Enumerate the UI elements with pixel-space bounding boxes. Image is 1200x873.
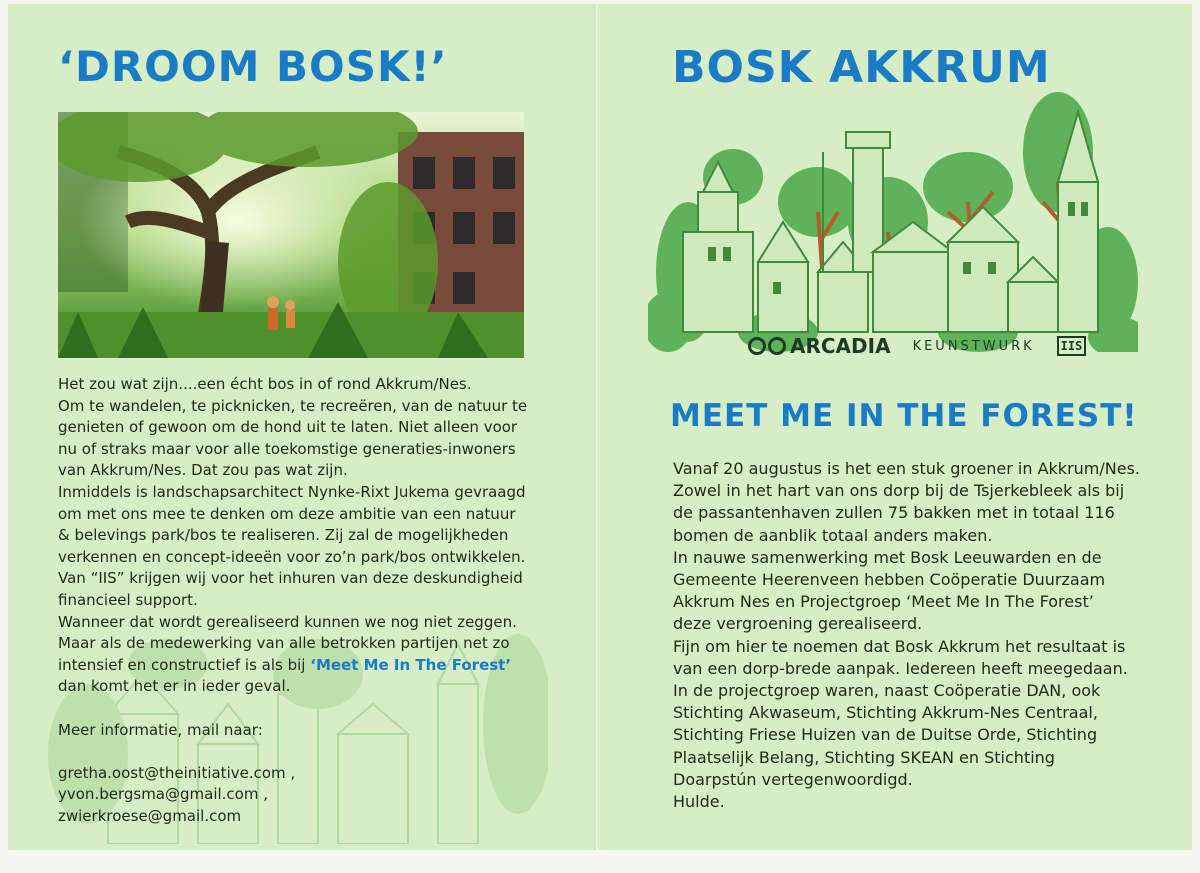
intro-text	[58, 374, 527, 827]
sponsor-logos	[748, 332, 1086, 360]
announcement-text	[673, 458, 1140, 813]
paragraph-line: Gemeente Heerenveen hebben Coöperatie Duurzaam	[673, 570, 1106, 590]
paragraph-line: Plaatselijk Belang, Stichting SKEAN en Stichting	[673, 747, 1055, 767]
paragraph-line: verkennen en concept-ideeën voor zo’n park/bos ontwikkelen.	[58, 547, 526, 566]
paragraph-line: genieten of gewoon om de hond uit te laten. Niet alleen voor	[58, 418, 518, 437]
blank-line	[58, 698, 527, 720]
paragraph-line: Stichting Akwaseum, Stichting Akkrum-Nes Centraal,	[673, 703, 1098, 723]
paragraph-line: dan komt het er in ieder geval.	[58, 677, 291, 696]
paragraph-line: Om te wandelen, te picknicken, te recreëren, van de natuur te	[58, 396, 528, 415]
paragraph-line-with-highlight	[58, 655, 527, 677]
village-skyline-illustration	[648, 82, 1138, 352]
highlight-project-name: ‘Meet Me In The Forest’	[310, 655, 512, 674]
paragraph-line: Hulde.	[673, 792, 725, 812]
paragraph-line: Van “IIS” krijgen wij voor het inhuren van deze deskundigheid	[58, 569, 523, 588]
email-link[interactable]: gretha.oost@theinitiative.com ,	[58, 763, 296, 782]
section-subtitle: MEET ME IN THE FOREST!	[670, 398, 1138, 434]
paragraph-line: financieel support.	[58, 590, 198, 609]
right-page	[598, 4, 1192, 850]
paragraph-line: In nauwe samenwerking met Bosk Leeuwarden en de	[673, 547, 1102, 567]
contact-label: Meer informatie, mail naar:	[58, 720, 263, 739]
paragraph-line: In de projectgroep waren, naast Coöperatie DAN, ook	[673, 681, 1101, 701]
paragraph-line: Het zou wat zijn....een écht bos in of rond Akkrum/Nes.	[58, 375, 472, 393]
paragraph-line: & belevings park/bos te realiseren. Zij zal de mogelijkheden	[58, 526, 509, 545]
blank-line	[58, 741, 527, 763]
paragraph-line: deze vergroening gerealiseerd.	[673, 614, 923, 634]
arcadia-circle-icon	[768, 337, 786, 355]
page-title: BOSK AKKRUM	[672, 42, 1051, 93]
paragraph-line: Stichting Friese Huizen van de Duitse Orde, Stichting	[673, 725, 1098, 745]
paragraph-line: Maar als de medewerking van alle betrokken partijen net zo	[58, 634, 510, 653]
keunstwurk-logo: KEUNSTWURK	[912, 338, 1035, 354]
arcadia-wordmark: ARCADIA	[790, 334, 891, 358]
arcadia-logo	[748, 334, 891, 358]
email-link[interactable]: yvon.bergsma@gmail.com ,	[58, 785, 268, 804]
paragraph-line: bomen de aanblik totaal anders maken.	[673, 525, 993, 545]
paragraph-line: Akkrum Nes en Projectgroep ‘Meet Me In The Forest’	[673, 592, 1094, 612]
paragraph-line: van een dorp-brede aanpak. Iedereen heeft meegedaan.	[673, 658, 1128, 678]
paragraph-line: Vanaf 20 augustus is het een stuk groener in Akkrum/Nes.	[673, 459, 1140, 478]
paragraph-line: Wanneer dat wordt gerealiseerd kunnen we nog niet zeggen.	[58, 612, 517, 631]
email-link[interactable]: zwierkroese@gmail.com	[58, 806, 242, 825]
arcadia-circle-icon	[748, 337, 766, 355]
forest-street-photo	[58, 112, 524, 358]
left-page	[8, 4, 596, 850]
paragraph-line: nu of straks maar voor alle toekomstige generaties-inwoners	[58, 439, 516, 458]
paragraph-line: Zowel in het hart van ons dorp bij de Tsjerkebleek als bij	[673, 481, 1125, 501]
paragraph-line: van Akkrum/Nes. Dat zou pas wat zijn.	[58, 461, 348, 480]
line-text: intensief en constructief is als bij	[58, 655, 311, 674]
paragraph-line: Doarpstún vertegenwoordigd.	[673, 769, 913, 789]
paragraph-line: Inmiddels is landschapsarchitect Nynke-Rixt Jukema gevraagd	[58, 482, 526, 501]
page-title: ‘DROOM BOSK!’	[58, 42, 448, 91]
paragraph-line: de passantenhaven zullen 75 bakken met in totaal 116	[673, 503, 1115, 523]
paragraph-line: Fijn om hier te noemen dat Bosk Akkrum het resultaat is	[673, 636, 1126, 656]
iis-logo: IIS	[1057, 336, 1087, 356]
paragraph-line: om met ons mee te denken om deze ambitie van een natuur	[58, 504, 516, 523]
